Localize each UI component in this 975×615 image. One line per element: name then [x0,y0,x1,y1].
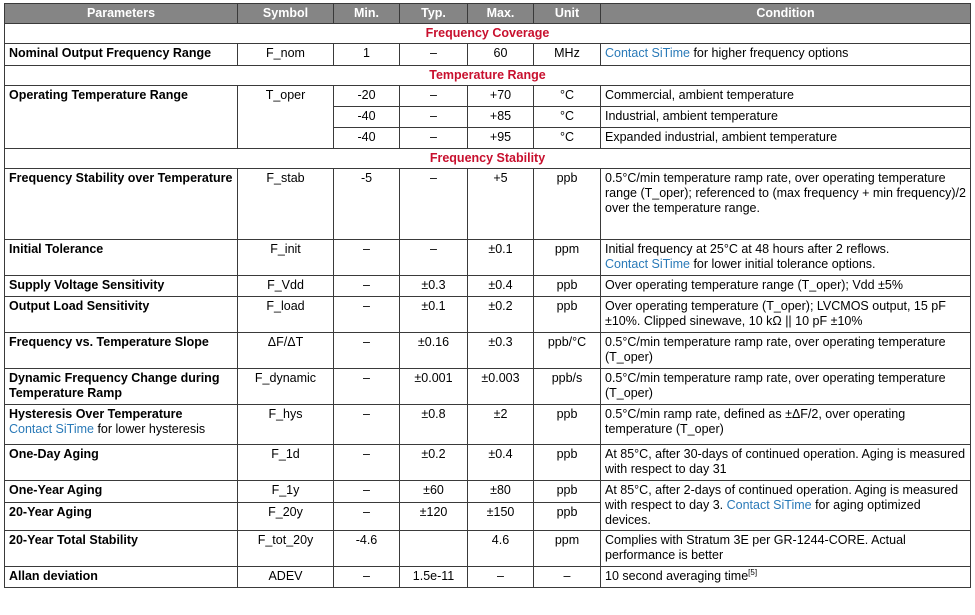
typ-cell: – [400,169,468,240]
typ-cell: ±0.3 [400,276,468,297]
contact-sitime-link[interactable]: Contact SiTime [605,257,690,271]
condition-text: 10 second averaging time [605,569,749,583]
typ-cell: ±0.2 [400,445,468,481]
contact-sitime-link[interactable]: Contact SiTime [726,498,812,512]
section-row [5,66,971,86]
typ-cell [400,531,468,567]
section-temperature-range: Temperature Range [5,66,971,86]
table-row [5,86,971,107]
condition-cell: Complies with Stratum 3E per GR-1244-CORE. Actual performance is better [601,531,971,567]
max-cell: ±0.3 [468,333,534,369]
min-cell: – [334,481,400,503]
min-cell: – [334,445,400,481]
param-cell: Initial Tolerance [5,240,238,276]
max-cell: +5 [468,169,534,240]
param-cell: Dynamic Frequency Change during Temperature Ramp [5,369,238,405]
table-row [5,333,971,369]
typ-cell: – [400,44,468,66]
condition-cell [601,240,971,276]
condition-text: At 85°C, after 2-days of continued operation. Aging is measured with respect to day 3. [605,483,959,512]
unit-cell: ppm [534,240,601,276]
unit-cell: ppb/s [534,369,601,405]
min-cell: – [334,276,400,297]
param-cell: 20-Year Total Stability [5,531,238,567]
unit-cell: ppb [534,445,601,481]
typ-cell: 1.5e-11 [400,567,468,588]
min-cell: -5 [334,169,400,240]
symbol-cell: F_nom [238,44,334,66]
condition-cell: Over operating temperature (T_oper); LVCMOS output, 15 pF ±10%. Clipped sinewave, 10 kΩ || 10 pF ±10% [601,297,971,333]
table-row [5,369,971,405]
typ-cell: – [400,86,468,107]
symbol-cell: T_oper [238,86,334,149]
footnote-ref[interactable]: [5] [748,567,758,577]
unit-cell: ppm [534,531,601,567]
table-row [5,44,971,66]
min-cell: -4.6 [334,531,400,567]
condition-cell: 0.5°C/min ramp rate, defined as ±ΔF/2, over operating temperature (T_oper) [601,405,971,445]
table-row [5,405,971,445]
typ-cell: ±0.8 [400,405,468,445]
min-cell: – [334,333,400,369]
header-condition: Condition [601,4,971,24]
table-row [5,481,971,503]
min-cell: -20 [334,86,400,107]
condition-cell: 0.5°C/min temperature ramp rate, over operating temperature range (T_oper); referenced to (max frequency + min frequency)/2 over the temperature range. [601,169,971,240]
param-cell: One-Year Aging [5,481,238,503]
table-row [5,169,971,240]
max-cell: ±0.2 [468,297,534,333]
typ-cell: – [400,128,468,149]
header-row [5,4,971,24]
symbol-cell: F_load [238,297,334,333]
condition-cell: 0.5°C/min temperature ramp rate, over operating temperature (T_oper) [601,333,971,369]
param-cell: Supply Voltage Sensitivity [5,276,238,297]
symbol-cell: F_stab [238,169,334,240]
min-cell: – [334,297,400,333]
unit-cell: ppb [534,405,601,445]
max-cell: ±80 [468,481,534,503]
condition-cell: Industrial, ambient temperature [601,107,971,128]
min-cell: 1 [334,44,400,66]
table-row [5,445,971,481]
symbol-cell: ADEV [238,567,334,588]
symbol-cell: F_1y [238,481,334,503]
min-cell: – [334,240,400,276]
unit-cell: ppb [534,481,601,503]
condition-cell: Commercial, ambient temperature [601,86,971,107]
condition-cell: Expanded industrial, ambient temperature [601,128,971,149]
param-cell: One-Day Aging [5,445,238,481]
contact-sitime-link[interactable]: Contact SiTime [605,46,690,60]
max-cell: 4.6 [468,531,534,567]
param-cell: Frequency vs. Temperature Slope [5,333,238,369]
max-cell: +85 [468,107,534,128]
condition-cell [601,481,971,531]
condition-cell: At 85°C, after 30-days of continued operation. Aging is measured with respect to day 31 [601,445,971,481]
min-cell: -40 [334,128,400,149]
symbol-cell: F_1d [238,445,334,481]
typ-cell: ±60 [400,481,468,503]
min-cell: – [334,369,400,405]
condition-cell: 0.5°C/min temperature ramp rate, over operating temperature (T_oper) [601,369,971,405]
typ-cell: ±0.001 [400,369,468,405]
param-cell: Operating Temperature Range [5,86,238,149]
section-row [5,149,971,169]
header-parameters: Parameters [5,4,238,24]
max-cell: ±2 [468,405,534,445]
typ-cell: ±120 [400,503,468,531]
table-row [5,276,971,297]
symbol-cell: F_init [238,240,334,276]
spec-table [4,3,971,588]
condition-cell: Over operating temperature range (T_oper); Vdd ±5% [601,276,971,297]
header-unit: Unit [534,4,601,24]
typ-cell: ±0.16 [400,333,468,369]
param-note: for lower hysteresis [93,422,206,436]
symbol-cell: ΔF/ΔT [238,333,334,369]
symbol-cell: F_dynamic [238,369,334,405]
max-cell: ±0.1 [468,240,534,276]
unit-cell: MHz [534,44,601,66]
max-cell: – [468,567,534,588]
param-cell: Nominal Output Frequency Range [5,44,238,66]
param-cell: Allan deviation [5,567,238,588]
max-cell: ±0.003 [468,369,534,405]
header-typ: Typ. [400,4,468,24]
table-row [5,297,971,333]
typ-cell: – [400,240,468,276]
condition-cell [601,567,971,588]
param-cell: 20-Year Aging [5,503,238,531]
max-cell: ±150 [468,503,534,531]
symbol-cell: F_Vdd [238,276,334,297]
unit-cell: °C [534,86,601,107]
unit-cell: – [534,567,601,588]
param-cell [5,405,238,445]
symbol-cell: F_hys [238,405,334,445]
condition-text: for higher frequency options [689,46,849,60]
unit-cell: ppb [534,169,601,240]
unit-cell: ppb/°C [534,333,601,369]
unit-cell: ppb [534,297,601,333]
condition-text: for aging optimized devices. [605,498,921,527]
section-row [5,24,971,44]
contact-sitime-link[interactable]: Contact SiTime [9,422,94,436]
header-max: Max. [468,4,534,24]
unit-cell: °C [534,128,601,149]
max-cell: ±0.4 [468,276,534,297]
max-cell: ±0.4 [468,445,534,481]
condition-text: Initial frequency at 25°C at 48 hours after 2 reflows. [605,242,890,256]
typ-cell: ±0.1 [400,297,468,333]
section-frequency-stability: Frequency Stability [5,149,971,169]
header-min: Min. [334,4,400,24]
condition-text: for lower initial tolerance options. [689,257,876,271]
param-text: Hysteresis Over Temperature [9,407,183,421]
section-frequency-coverage: Frequency Coverage [5,24,971,44]
min-cell: – [334,503,400,531]
unit-cell: ppb [534,276,601,297]
max-cell: 60 [468,44,534,66]
header-symbol: Symbol [238,4,334,24]
table-row [5,531,971,567]
table-row [5,240,971,276]
symbol-cell: F_20y [238,503,334,531]
table-row [5,567,971,588]
max-cell: +95 [468,128,534,149]
param-cell: Output Load Sensitivity [5,297,238,333]
condition-cell [601,44,971,66]
param-cell: Frequency Stability over Temperature [5,169,238,240]
unit-cell: ppb [534,503,601,531]
typ-cell: – [400,107,468,128]
max-cell: +70 [468,86,534,107]
min-cell: – [334,405,400,445]
symbol-cell: F_tot_20y [238,531,334,567]
min-cell: -40 [334,107,400,128]
unit-cell: °C [534,107,601,128]
min-cell: – [334,567,400,588]
